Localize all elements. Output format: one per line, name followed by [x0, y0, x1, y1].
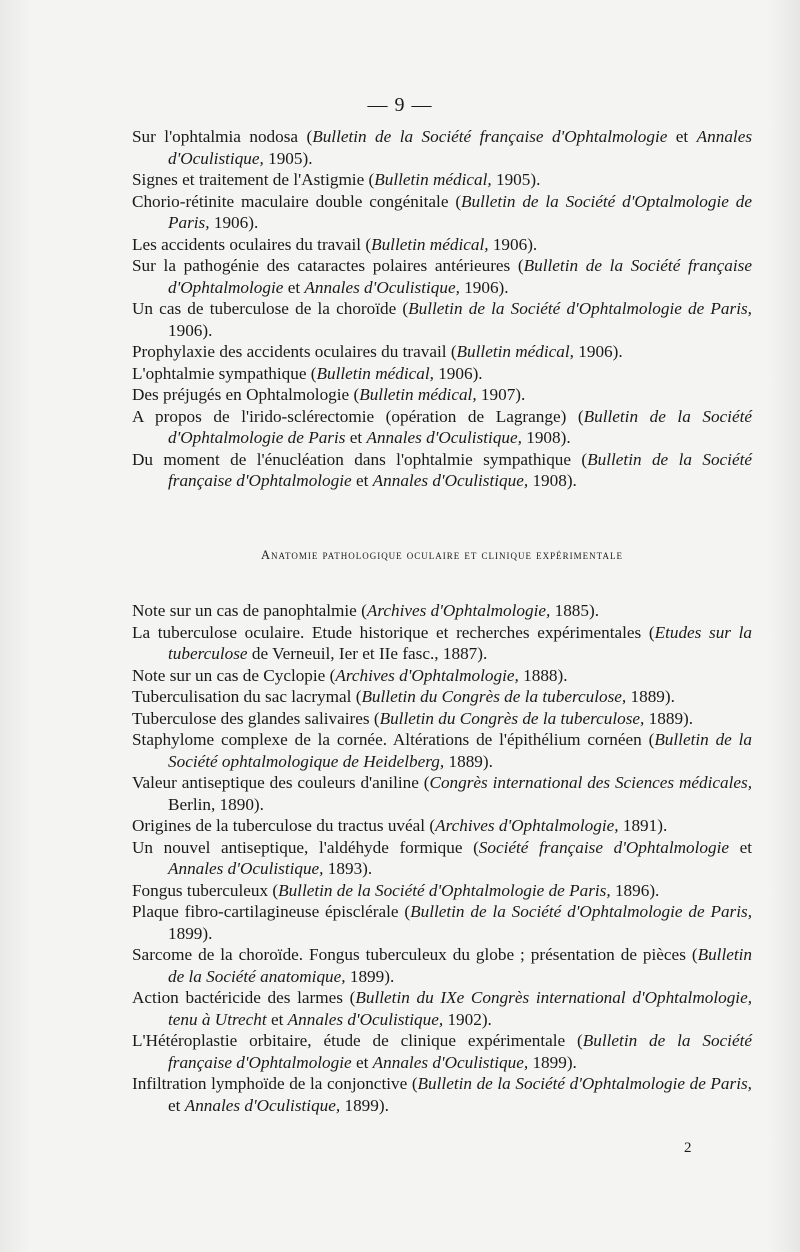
- list-item: Signes et traitement de l'Astigmie (Bulletin médical, 1905).: [132, 170, 541, 189]
- list-item: Sur la pathogénie des cataractes polaires antérieures (Bulletin de la Société française d'Ophtalmologie et Annales d'Oculistique, 1906).: [132, 256, 752, 297]
- list-item: Valeur antiseptique des couleurs d'aniline (Congrès international des Sciences médicales, Berlin, 1890).: [132, 773, 752, 814]
- list-item: Fongus tuberculeux (Bulletin de la Société d'Ophtalmologie de Paris, 1896).: [132, 880, 660, 900]
- list-item: Plaque fibro-cartilagineuse épisclérale (Bulletin de la Société d'Ophtalmologie de Paris, 1899).: [132, 902, 752, 943]
- bibliography-list-1: [132, 126, 752, 492]
- list-item: La tuberculose oculaire. Etude historique et recherches expérimentales (Etudes sur la tuberculose de Verneuil, Ier et IIe fasc., 1887).: [132, 622, 752, 663]
- list-item: Un cas de tuberculose de la choroïde (Bulletin de la Société d'Ophtalmologie de Paris, 1906).: [132, 299, 752, 340]
- list-item: Note sur un cas de panophtalmie (Archives d'Ophtalmologie, 1885).: [132, 601, 600, 620]
- list-item: Des préjugés en Ophtalmologie (Bulletin médical, 1907).: [132, 385, 526, 404]
- list-item: L'Hétéroplastie orbitaire, étude de clinique expérimentale (Bulletin de la Société française d'Ophtalmologie et Annales d'Oculistique, 1899).: [132, 1031, 752, 1072]
- section-title: Anatomie pathologique oculaire et clinique expérimentale: [261, 548, 623, 562]
- list-item: Sur l'ophtalmia nodosa (Bulletin de la Société française d'Ophtalmologie et Annales d'Oculistique, 1905).: [132, 127, 753, 168]
- list-item: Action bactéricide des larmes (Bulletin du IXe Congrès international d'Ophtalmologie, tenu à Utrecht et Annales d'Oculistique, 1902).: [132, 988, 752, 1029]
- list-item: Chorio-rétinite maculaire double congénitale (Bulletin de la Société d'Optalmologie de Paris, 1906).: [132, 191, 752, 232]
- list-item: Origines de la tuberculose du tractus uvéal (Archives d'Ophtalmologie, 1891).: [132, 816, 668, 835]
- list-item: L'ophtalmie sympathique (Bulletin médical, 1906).: [132, 363, 483, 383]
- list-item: Note sur un cas de Cyclopie (Archives d'Ophtalmologie, 1888).: [132, 665, 568, 685]
- list-item: Du moment de l'énucléation dans l'ophtalmie sympathique (Bulletin de la Société française d'Ophtalmologie et Annales d'Oculistique, 1908).: [132, 449, 752, 490]
- list-item: Staphylome complexe de la cornée. Altérations de l'épithélium cornéen (Bulletin de la Société ophtalmologique de Heidelberg, 1889).: [132, 730, 752, 771]
- page-number: — 9 —: [367, 94, 433, 116]
- bibliography-list-2: [132, 600, 752, 1116]
- list-item: Sarcome de la choroïde. Fongus tuberculeux du globe ; présentation de pièces (Bulletin de la Société anatomique, 1899).: [132, 945, 752, 986]
- list-item: A propos de l'irido-sclérectomie (opération de Lagrange) (Bulletin de la Société d'Ophtalmologie de Paris et Annales d'Oculistique, 1908).: [132, 406, 752, 447]
- list-item: Les accidents oculaires du travail (Bulletin médical, 1906).: [132, 234, 538, 254]
- list-item: Un nouvel antiseptique, l'aldéhyde formique (Société française d'Ophtalmologie et Annales d'Oculistique, 1893).: [132, 837, 752, 878]
- signature-mark: 2: [684, 1140, 692, 1156]
- list-item: Tuberculisation du sac lacrymal (Bulletin du Congrès de la tuberculose, 1889).: [132, 687, 675, 706]
- list-item: Prophylaxie des accidents oculaires du travail (Bulletin médical, 1906).: [132, 342, 623, 361]
- list-item: Infiltration lymphoïde de la conjonctive (Bulletin de la Société d'Ophtalmologie de Paris, et Annales d'Oculistique, 1899).: [132, 1074, 752, 1115]
- list-item: Tuberculose des glandes salivaires (Bulletin du Congrès de la tuberculose, 1889).: [132, 708, 694, 728]
